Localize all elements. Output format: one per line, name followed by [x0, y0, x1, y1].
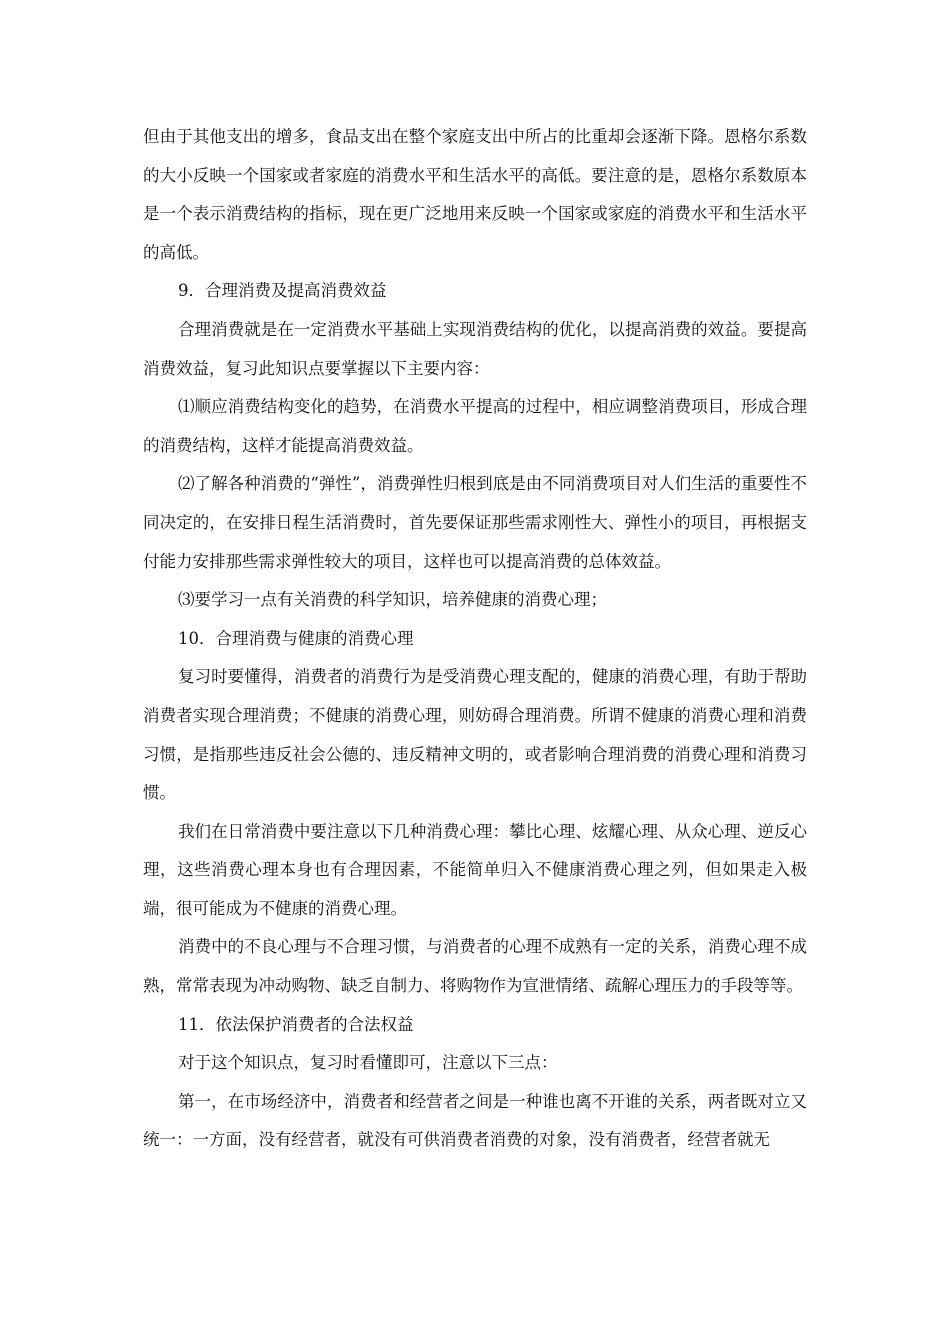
- section-heading-10: 10．合理消费与健康的消费心理: [178, 628, 414, 648]
- paragraph-bad-habits: 消费中的不良心理与不合理习惯，与消费者的心理不成熟有一定的关系，消费心理不成熟，常常表现为冲动购物、缺乏自制力、将购物作为宣泄情绪、疏解心理压力的手段等等。: [143, 937, 807, 996]
- paragraph-engel-coefficient: 但由于其他支出的增多，食品支出在整个家庭支出中所占的比重却会逐渐下降。恩格尔系数的大小反映一个国家或者家庭的消费水平和生活水平的高低。要注意的是，恩格尔系数原本是一个表示消费结构的指标，现在更广泛地用来反映一个国家或家庭的消费水平和生活水平的高低。: [143, 127, 807, 262]
- paragraph-rational-consumption: 合理消费就是在一定消费水平基础上实现消费结构的优化，以提高消费的效益。要提高消费效益，复习此知识点要掌握以下主要内容：: [143, 319, 807, 378]
- list-item-1: ⑴顺应消费结构变化的趋势，在消费水平提高的过程中，相应调整消费项目，形成合理的消费结构，这样才能提高消费效益。: [143, 397, 807, 455]
- list-item-3: ⑶要学习一点有关消费的科学知识，培养健康的消费心理；: [178, 590, 607, 610]
- section-heading-9: 9．合理消费及提高消费效益: [178, 281, 387, 301]
- paragraph-consumer-psychology: 复习时要懂得，消费者的消费行为是受消费心理支配的，健康的消费心理，有助于帮助消费者实现合理消费；不健康的消费心理，则妨碍合理消费。所谓不健康的消费心理和消费习惯，是指那些违反社会公德的、违反精神文明的，或者影响合理消费的消费心理和消费习惯。: [143, 667, 807, 803]
- document-body: [143, 118, 807, 1160]
- section-heading-11: 11．依法保护消费者的合法权益: [178, 1014, 414, 1034]
- paragraph-point-one: 第一，在市场经济中，消费者和经营者之间是一种谁也离不开谁的关系，两者既对立又统一：一方面，没有经营者，就没有可供消费者消费的对象，没有消费者，经营者就无: [143, 1091, 807, 1150]
- paragraph-psychology-types: 我们在日常消费中要注意以下几种消费心理：攀比心理、炫耀心理、从众心理、逆反心理，这些消费心理本身也有合理因素，不能简单归入不健康消费心理之列，但如果走入极端，很可能成为不健康的消费心理。: [143, 821, 807, 918]
- list-item-2: ⑵了解各种消费的“弹性”，消费弹性归根到底是由不同消费项目对人们生活的重要性不同决定的，在安排日程生活消费时，首先要保证那些需求刚性大、弹性小的项目，再根据支付能力安排那些需求弹性较大的项目，这样也可以提高消费的总体效益。: [143, 474, 807, 571]
- paragraph-review-note: 对于这个知识点，复习时看懂即可，注意以下三点：: [178, 1053, 558, 1073]
